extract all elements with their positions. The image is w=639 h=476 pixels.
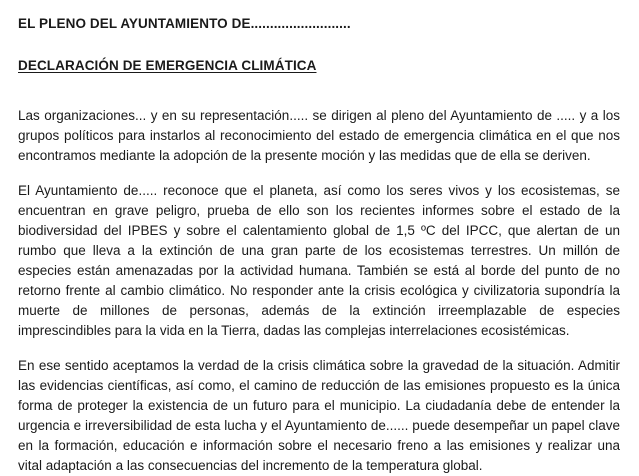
paragraph-recognition: El Ayuntamiento de..... reconoce que el planeta, así como los seres vivos y los ecosistemas, se encuentran en grave peligro, prueba de ello son los recientes informes sobre el estado de la biodiversidad del IPBES y sobre el calentamiento global de 1,5 ºC del IPCC, que alertan de un rumbo que lleva a la extinción de una gran parte de los ecosistemas terrestres. Un millón de especies están amenazadas por la actividad humana. También se está al borde del punto de no retorno frente al cambio climático. No responder ante la crisis ecológica y civilizatoria supondría la muerte de millones de personas, además de la extinción irreemplazable de especies imprescindibles para la vida en la Tierra, dadas las complejas interrelaciones ecosistémicas. [18, 183, 620, 338]
document-title: EL PLENO DEL AYUNTAMIENTO DE.......................... [18, 16, 351, 31]
paragraph-introduction: Las organizaciones... y en su representación..... se dirigen al pleno del Ayuntamiento de ..... y a los grupos políticos para instarlos al reconocimiento del estado de emergencia climática en el que nos encontramos mediante la adopción de la presente moción y las medidas que de ella se deriven. [18, 108, 620, 163]
paragraph-commitment: En ese sentido aceptamos la verdad de la crisis climática sobre la gravedad de la situación. Admitir las evidencias científicas, así como, el camino de reducción de las emisiones propuesto es la única forma de proteger la existencia de un futuro para el municipio. La ciudadanía debe de entender la urgencia e irreversibilidad de esta lucha y el Ayuntamiento de...... puede desempeñar un papel clave en la formación, educación e información sobre el necesario freno a las emisiones y realizar una vital adaptación a las consecuencias del incremento de la temperatura global. [18, 358, 620, 473]
document-subtitle: DECLARACIÓN DE EMERGENCIA CLIMÁTICA [18, 58, 317, 73]
